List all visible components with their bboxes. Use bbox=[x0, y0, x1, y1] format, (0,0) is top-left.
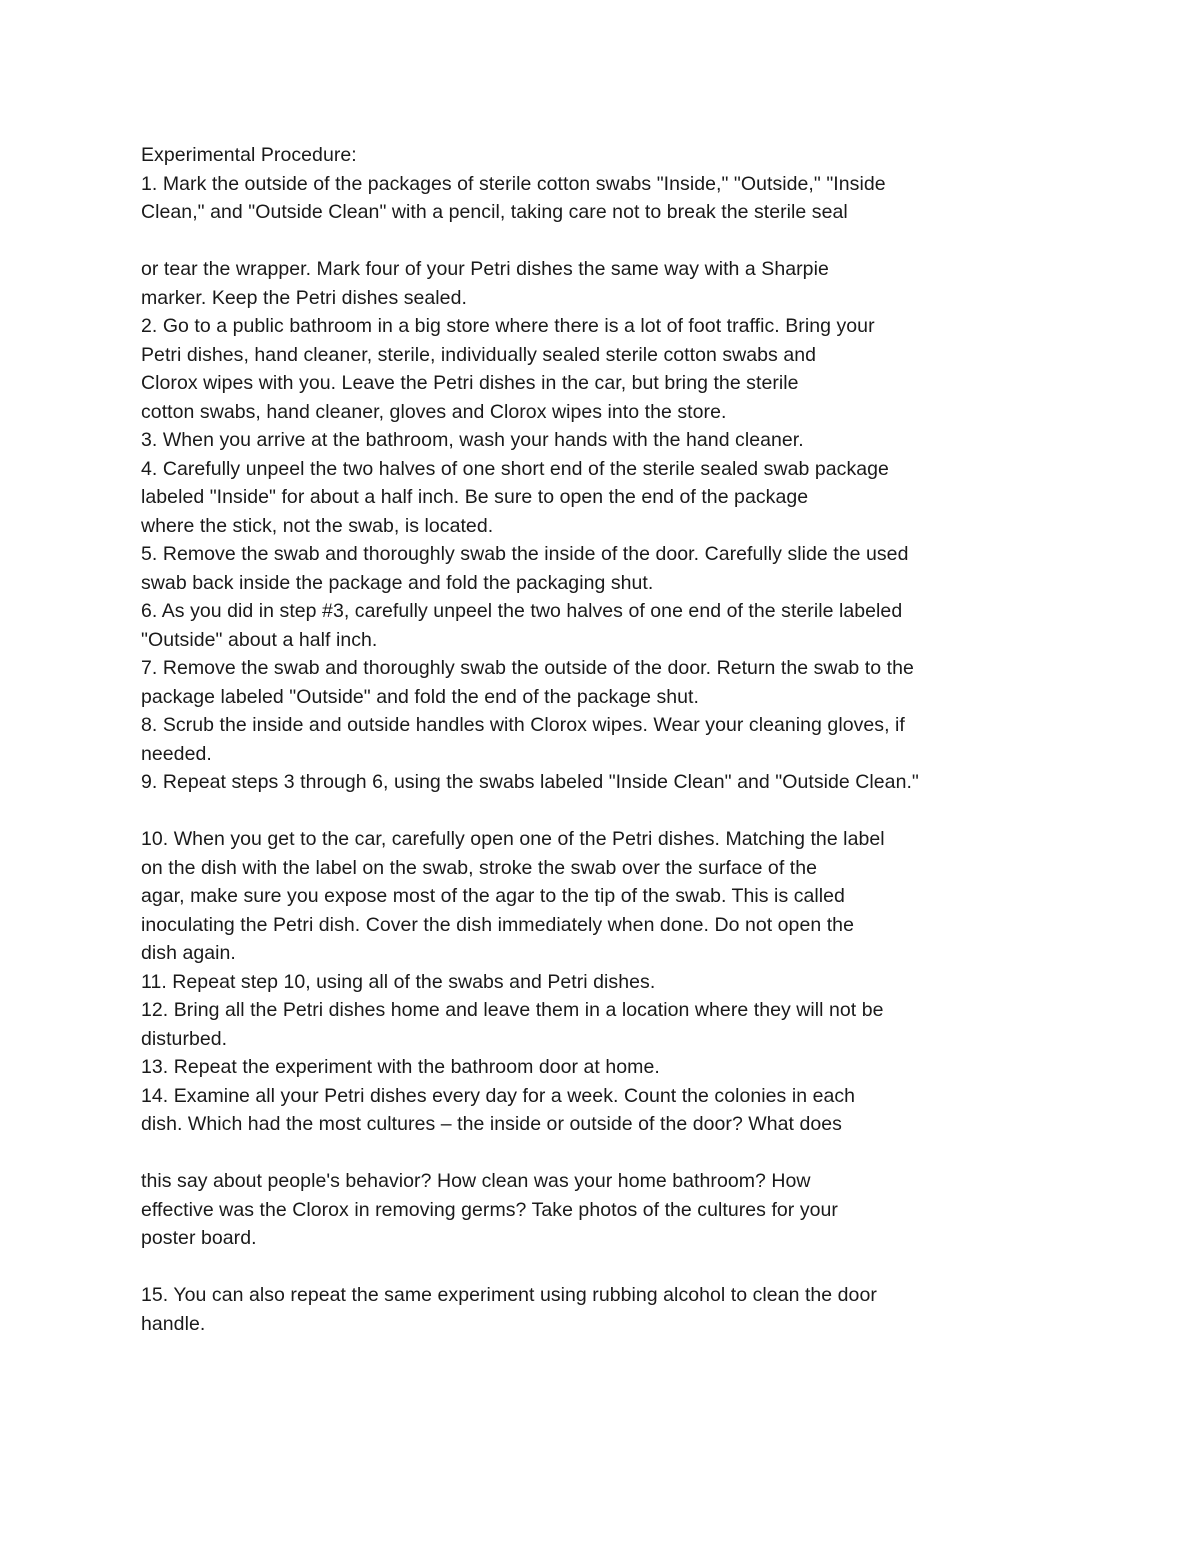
step-10-line-5: dish again. bbox=[141, 942, 236, 964]
step-4-line-3: where the stick, not the swab, is located. bbox=[141, 514, 494, 537]
step-2-line-2: Petri dishes, hand cleaner, sterile, individually sealed sterile cotton swabs and bbox=[141, 343, 817, 366]
blank-line bbox=[141, 1253, 1041, 1282]
step-14-line-3: this say about people's behavior? How clean was your home bathroom? How bbox=[141, 1170, 811, 1192]
procedure-text bbox=[141, 141, 1041, 1338]
step-10-line-2: on the dish with the label on the swab, stroke the swab over the surface of the bbox=[141, 856, 818, 879]
step-12-line-1: 12. Bring all the Petri dishes home and leave them in a location where they will not be bbox=[141, 999, 884, 1021]
step-12-line-2: disturbed. bbox=[141, 1027, 228, 1050]
step-14-line-2: dish. Which had the most cultures – the inside or outside of the door? What does bbox=[141, 1113, 842, 1135]
step-8-line-2: needed. bbox=[141, 742, 212, 765]
step-3-line-1: 3. When you arrive at the bathroom, wash your hands with the hand cleaner. bbox=[141, 429, 804, 451]
step-10-line-4: inoculating the Petri dish. Cover the dish immediately when done. Do not open the bbox=[141, 913, 854, 936]
step-1-line-2: Clean," and "Outside Clean" with a pencil, taking care not to break the sterile seal bbox=[141, 201, 848, 223]
step-2-line-4: cotton swabs, hand cleaner, gloves and Clorox wipes into the store. bbox=[141, 400, 727, 423]
step-8-line-1: 8. Scrub the inside and outside handles with Clorox wipes. Wear your cleaning gloves, if bbox=[141, 714, 905, 736]
step-7-line-2: package labeled "Outside" and fold the end of the package shut. bbox=[141, 685, 699, 708]
blank-line bbox=[141, 797, 1041, 826]
step-13-line-1: 13. Repeat the experiment with the bathroom door at home. bbox=[141, 1056, 660, 1078]
heading-experimental-procedure: Experimental Procedure: bbox=[141, 144, 357, 166]
step-2-line-3: Clorox wipes with you. Leave the Petri dishes in the car, but bring the sterile bbox=[141, 372, 799, 394]
step-5-line-1: 5. Remove the swab and thoroughly swab the inside of the door. Carefully slide the used bbox=[141, 543, 909, 565]
step-9-line-1: 9. Repeat steps 3 through 6, using the swabs labeled "Inside Clean" and "Outside Clean." bbox=[141, 771, 919, 793]
step-4-line-2: labeled "Inside" for about a half inch. Be sure to open the end of the package bbox=[141, 486, 809, 508]
step-10-line-1: 10. When you get to the car, carefully open one of the Petri dishes. Matching the label bbox=[141, 828, 885, 850]
step-1-line-1: 1. Mark the outside of the packages of sterile cotton swabs "Inside," "Outside," "Inside bbox=[141, 172, 886, 195]
step-7-line-1: 7. Remove the swab and thoroughly swab the outside of the door. Return the swab to the bbox=[141, 657, 914, 679]
step-15-line-2: handle. bbox=[141, 1312, 206, 1335]
step-15-line-1: 15. You can also repeat the same experiment using rubbing alcohol to clean the door bbox=[141, 1284, 877, 1306]
step-10-line-3: agar, make sure you expose most of the agar to the tip of the swab. This is called bbox=[141, 885, 845, 907]
blank-line bbox=[141, 1139, 1041, 1168]
step-1-line-3: or tear the wrapper. Mark four of your Petri dishes the same way with a Sharpie bbox=[141, 258, 829, 280]
step-6-line-2: "Outside" about a half inch. bbox=[141, 628, 378, 651]
step-14-line-1: 14. Examine all your Petri dishes every day for a week. Count the colonies in each bbox=[141, 1084, 856, 1107]
step-14-line-4: effective was the Clorox in removing germs? Take photos of the cultures for your bbox=[141, 1198, 838, 1221]
step-14-line-5: poster board. bbox=[141, 1227, 257, 1249]
step-1-line-4: marker. Keep the Petri dishes sealed. bbox=[141, 286, 467, 309]
step-5-line-2: swab back inside the package and fold the packaging shut. bbox=[141, 571, 654, 594]
step-11-line-1: 11. Repeat step 10, using all of the swabs and Petri dishes. bbox=[141, 970, 656, 993]
step-2-line-1: 2. Go to a public bathroom in a big store where there is a lot of foot traffic. Bring your bbox=[141, 315, 875, 337]
blank-line bbox=[141, 227, 1041, 256]
step-6-line-1: 6. As you did in step #3, carefully unpeel the two halves of one end of the sterile labeled bbox=[141, 600, 903, 622]
step-4-line-1: 4. Carefully unpeel the two halves of one short end of the sterile sealed swab package bbox=[141, 457, 889, 480]
